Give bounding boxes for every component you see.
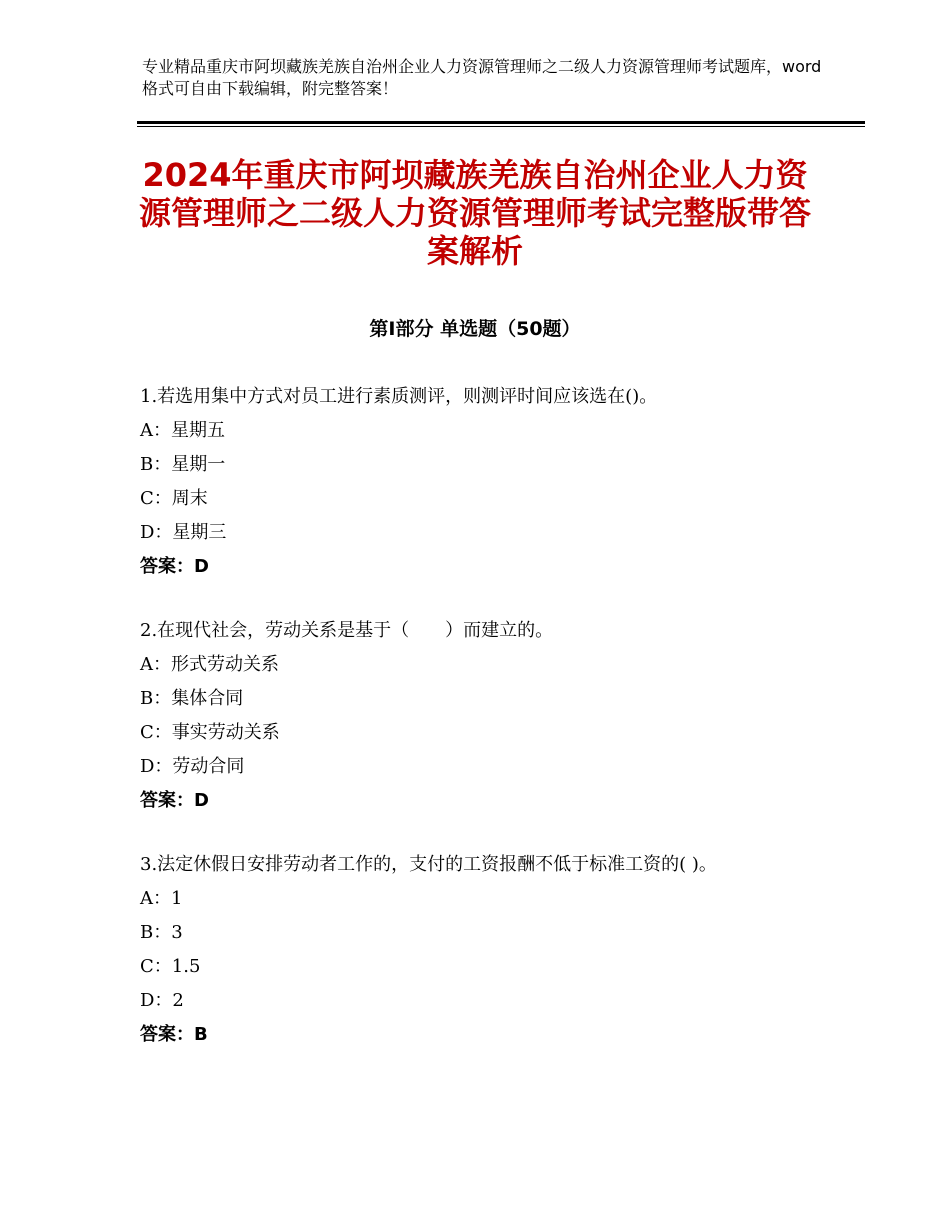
question-1 [140,380,820,584]
question-option-b: B：集体合同 [140,688,244,709]
question-option-c: C：事实劳动关系 [140,722,280,743]
question-2 [140,614,820,818]
header-divider-thick [137,121,865,124]
header-note: 专业精品重庆市阿坝藏族羌族自治州企业人力资源管理师之二级人力资源管理师考试题库，word格式可自由下载编辑，附完整答案！ [142,57,822,98]
question-option-a: A：1 [140,888,183,909]
question-list [140,380,820,1082]
question-option-d: D：星期三 [140,522,227,543]
question-answer: 答案：B [140,1024,208,1045]
question-answer: 答案：D [140,556,209,577]
question-3 [140,848,820,1052]
question-option-a: A：形式劳动关系 [140,654,279,675]
section-title: 第Ⅰ部分 单选题（50题） [369,318,581,340]
question-stem: 1.若选用集中方式对员工进行素质测评，则测评时间应该选在()。 [140,386,658,407]
question-option-b: B：3 [140,922,183,943]
question-option-c: C：周末 [140,488,208,509]
question-option-c: C：1.5 [140,956,201,977]
question-stem: 3.法定休假日安排劳动者工作的，支付的工资报酬不低于标准工资的( )。 [140,854,717,875]
document-title: 2024年重庆市阿坝藏族羌族自治州企业人力资源管理师之二级人力资源管理师考试完整版带答案解析 [138,156,811,270]
question-option-b: B：星期一 [140,454,226,475]
question-option-d: D：2 [140,990,184,1011]
question-option-a: A：星期五 [140,420,225,441]
question-stem: 2.在现代社会，劳动关系是基于（ ）而建立的。 [140,620,554,641]
header-divider [137,121,865,127]
header-divider-thin [137,126,865,127]
question-option-d: D：劳动合同 [140,756,245,777]
question-answer: 答案：D [140,790,209,811]
